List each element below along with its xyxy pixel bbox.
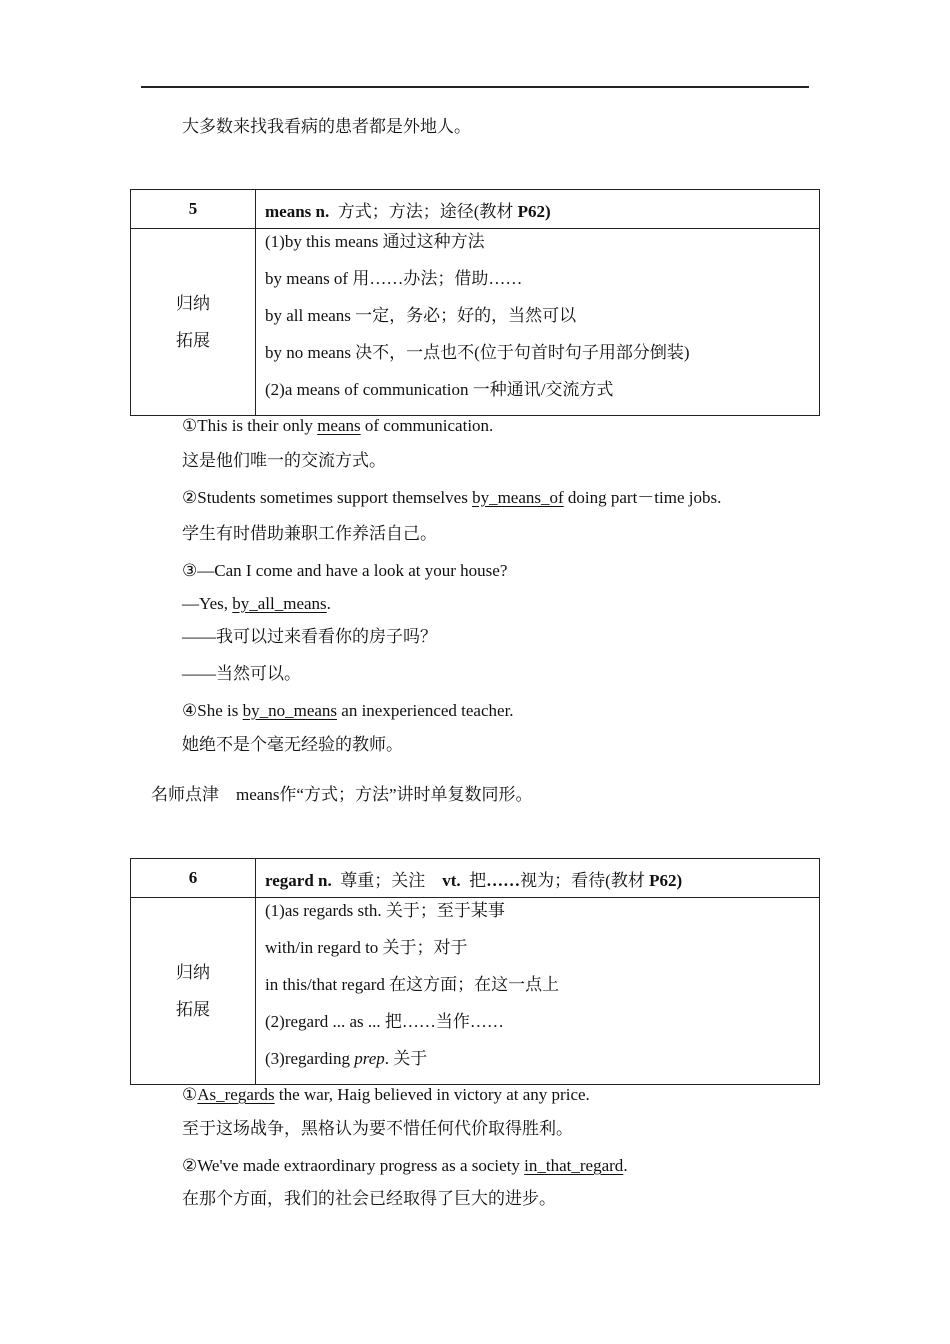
side-label — [131, 898, 256, 1085]
example-text: of communication. — [360, 416, 494, 435]
example-text: . — [623, 1156, 628, 1175]
teacher-tip: 名师点津 means作“方式；方法”讲时单复数同形。 — [151, 785, 533, 804]
headword: regard n. — [265, 870, 332, 890]
gloss-ellipsis: …… — [486, 870, 521, 890]
entry-items — [256, 229, 820, 416]
answer-blank: by_no_means — [242, 701, 338, 720]
example-2 — [182, 487, 721, 509]
part-of-speech: vt. — [442, 870, 461, 890]
example-text: —Yes, — [182, 594, 233, 613]
answer-blank: As_regards — [197, 1085, 275, 1104]
item-pos: prep — [354, 1049, 385, 1068]
example-text: ①This is their only — [182, 416, 318, 435]
header-rule — [141, 86, 809, 88]
side-label-2: 拓展 — [176, 331, 210, 350]
side-label — [131, 229, 256, 416]
list-item: (2)regard ... as ... 把……当作…… — [265, 1012, 504, 1031]
example-3-question: ③—Can I come and have a look at your house? — [182, 561, 508, 580]
example-text: ②We've made extraordinary progress as a society — [182, 1156, 525, 1175]
source-open: (教材 — [473, 201, 514, 221]
example-1 — [182, 1084, 590, 1106]
example-1-translation: 这是他们唯一的交流方式。 — [182, 451, 386, 470]
example-text: ④She is — [182, 701, 243, 720]
answer-blank: by_all_means — [232, 594, 327, 613]
entry-items — [256, 898, 820, 1085]
example-text: the war, Haig believed in victory at any price. — [274, 1085, 590, 1104]
example-text: . — [326, 594, 331, 613]
example-4 — [182, 700, 514, 722]
side-label-2: 拓展 — [176, 1000, 210, 1019]
top-sentence: 大多数来找我看病的患者都是外地人。 — [182, 117, 471, 136]
example-2-translation: 在那个方面，我们的社会已经取得了巨大的进步。 — [182, 1189, 556, 1208]
side-label-1: 归纳 — [176, 294, 210, 313]
list-item — [265, 1046, 819, 1083]
entry-number: 5 — [131, 190, 256, 229]
example-2-translation: 学生有时借助兼职工作养活自己。 — [182, 524, 437, 543]
entry-heading — [256, 190, 820, 229]
example-text: doing part－time jobs. — [563, 488, 722, 507]
source-page: P62) — [649, 870, 683, 890]
answer-blank: means — [317, 416, 361, 435]
item-text: (3)regarding — [265, 1049, 355, 1068]
entry-number: 6 — [131, 859, 256, 898]
side-label-1: 归纳 — [176, 963, 210, 982]
answer-blank: in_that_regard — [524, 1156, 624, 1175]
entry-5-table — [130, 189, 820, 416]
example-4-translation: 她绝不是个毫无经验的教师。 — [182, 735, 403, 754]
list-item: (1)by this means 通过这种方法 — [265, 232, 485, 251]
gloss: 视为；看待 — [520, 870, 606, 890]
source-page: P62) — [517, 201, 551, 221]
list-item: in this/that regard 在这方面；在这一点上 — [265, 975, 560, 994]
example-1-translation: 至于这场战争，黑格认为要不惜任何代价取得胜利。 — [182, 1119, 573, 1138]
example-3-translation-2: ——当然可以。 — [182, 664, 301, 683]
example-1 — [182, 415, 493, 437]
example-text: an inexperienced teacher. — [337, 701, 514, 720]
example-2 — [182, 1155, 628, 1177]
list-item: (2)a means of communication 一种通讯/交流方式 — [265, 380, 614, 399]
gloss: 方式；方法；途径 — [337, 201, 474, 221]
example-text: ②Students sometimes support themselves — [182, 488, 473, 507]
example-3-answer — [182, 593, 331, 615]
list-item: by means of 用……办法；借助…… — [265, 269, 523, 288]
list-item: by no means 决不，一点也不(位于句首时句子用部分倒装) — [265, 343, 690, 362]
answer-blank: by_means_of — [472, 488, 564, 507]
list-item: with/in regard to 关于；对于 — [265, 938, 468, 957]
headword: means n. — [265, 201, 330, 221]
gloss: 尊重；关注 — [340, 870, 426, 890]
entry-6-table — [130, 858, 820, 1085]
list-item: (1)as regards sth. 关于；至于某事 — [265, 901, 505, 920]
list-item: by all means 一定，务必；好的，当然可以 — [265, 306, 577, 325]
gloss: 把 — [469, 870, 487, 890]
item-text: . 关于 — [384, 1049, 428, 1068]
source-open: (教材 — [605, 870, 645, 890]
example-3-translation-1: ——我可以过来看看你的房子吗？ — [182, 627, 437, 646]
example-text: ① — [182, 1085, 198, 1104]
entry-heading — [256, 859, 820, 898]
